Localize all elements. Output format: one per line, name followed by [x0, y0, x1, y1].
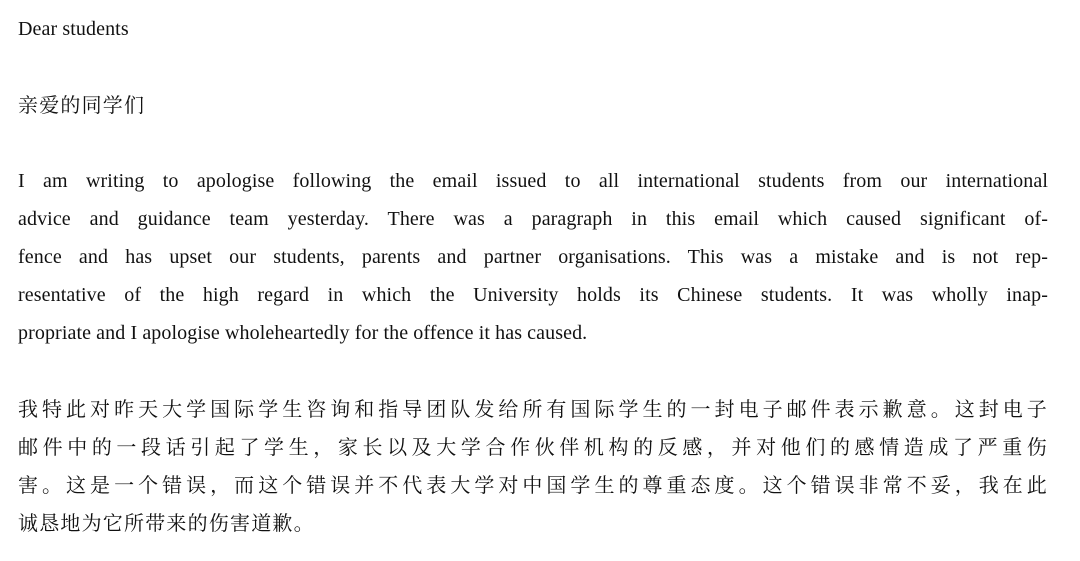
- spacer: [18, 124, 1062, 162]
- paragraph-english-line: propriate and I apologise wholeheartedly for the offence it has caused.: [18, 322, 588, 344]
- paragraph-english-line: I am writing to apologise following the email issued to all international students from our international: [18, 170, 1048, 192]
- paragraph-chinese-line: 害。这是一个错误，而这个错误并不代表大学对中国学生的尊重态度。这个错误非常不妥，我在此: [18, 473, 1048, 497]
- greeting-chinese: 亲爱的同学们: [18, 93, 146, 117]
- greeting-english: Dear students: [18, 18, 129, 40]
- paragraph-chinese-line: 我特此对昨天大学国际学生咨询和指导团队发给所有国际学生的一封电子邮件表示歉意。这封电子: [18, 397, 1048, 421]
- paragraph-chinese-line: 邮件中的一段话引起了学生，家长以及大学合作伙伴机构的反感，并对他们的感情造成了严重伤: [18, 435, 1048, 459]
- spacer: [18, 48, 1062, 86]
- spacer: [18, 352, 1062, 390]
- paragraph-english-line: fence and has upset our students, parents and partner organisations. This was a mistake and is not rep-: [18, 246, 1048, 268]
- paragraph-chinese: [18, 390, 1062, 542]
- paragraph-chinese-line: 诚恳地为它所带来的伤害道歉。: [18, 511, 315, 535]
- paragraph-english-line: advice and guidance team yesterday. There was a paragraph in this email which caused significant of-: [18, 208, 1048, 230]
- paragraph-english-line: resentative of the high regard in which the University holds its Chinese students. It was wholly inap-: [18, 284, 1048, 306]
- paragraph-english: [18, 162, 1062, 352]
